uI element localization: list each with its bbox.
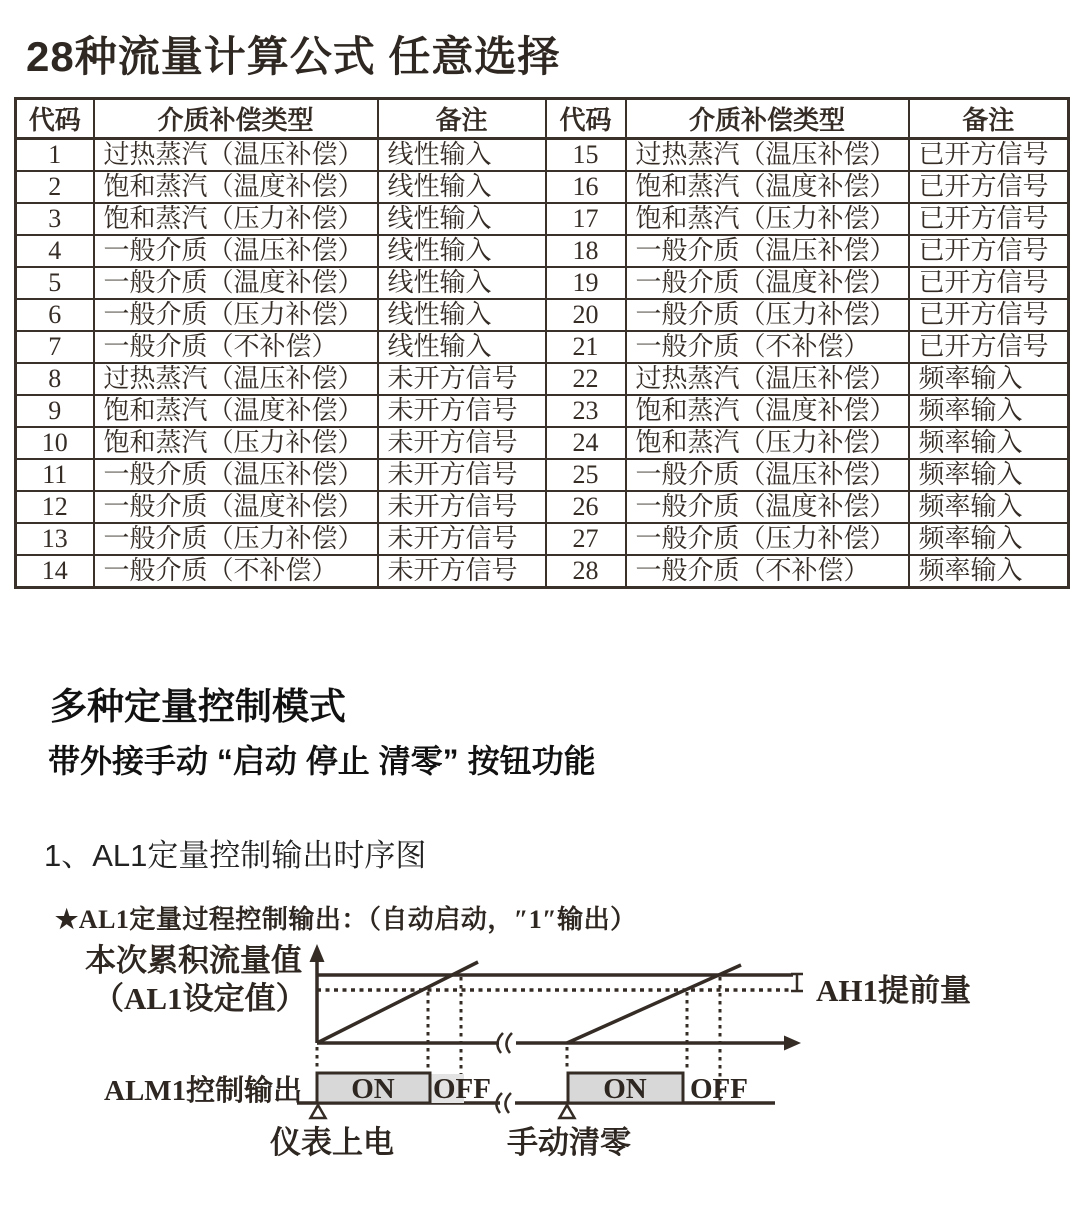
table-cell: 5	[16, 267, 94, 299]
table-cell: 8	[16, 363, 94, 395]
table-cell: 20	[546, 299, 626, 331]
table-cell: 2	[16, 171, 94, 203]
y-axis-label-line1: 本次累积流量值	[85, 943, 302, 978]
event1-label: 仪表上电	[270, 1125, 394, 1160]
table-cell: 7	[16, 331, 94, 363]
x-axis-arrow-icon	[784, 1036, 801, 1051]
table-cell: 27	[546, 523, 626, 555]
table-cell: 已开方信号	[909, 299, 1069, 331]
table-cell: 22	[546, 363, 626, 395]
y-axis-label-line2: （AL1设定值）	[93, 981, 307, 1016]
table-cell: 未开方信号	[378, 491, 546, 523]
table-cell: 过热蒸汽（温压补偿）	[626, 363, 909, 395]
table-cell: 26	[546, 491, 626, 523]
table-cell: 线性输入	[378, 235, 546, 267]
table-cell: 10	[16, 427, 94, 459]
table-cell: 一般介质（压力补偿）	[94, 523, 378, 555]
table-cell: 饱和蒸汽（温度补偿）	[626, 171, 909, 203]
on-label: ON	[603, 1073, 647, 1105]
table-cell: 16	[546, 171, 626, 203]
table-cell: 线性输入	[378, 299, 546, 331]
table-cell: 频率输入	[909, 491, 1069, 523]
table-cell: 24	[546, 427, 626, 459]
table-cell: 饱和蒸汽（压力补偿）	[94, 203, 378, 235]
table-cell: 线性输入	[378, 331, 546, 363]
table-cell: 频率输入	[909, 427, 1069, 459]
table-cell: 线性输入	[378, 139, 546, 172]
table-cell: 15	[546, 139, 626, 172]
table-cell: 已开方信号	[909, 331, 1069, 363]
table-cell: 21	[546, 331, 626, 363]
table-cell: 过热蒸汽（温压补偿）	[94, 139, 378, 172]
off-label: OFF	[690, 1073, 748, 1105]
table-cell: 未开方信号	[378, 427, 546, 459]
table-cell: 频率输入	[909, 555, 1069, 588]
table-header-cell: 备注	[378, 99, 546, 139]
table-cell: 已开方信号	[909, 139, 1069, 172]
table-header-cell: 代码	[546, 99, 626, 139]
table-cell: 一般介质（不补偿）	[626, 555, 909, 588]
table-cell: 饱和蒸汽（温度补偿）	[626, 395, 909, 427]
table-cell: 14	[16, 555, 94, 588]
table-cell: 未开方信号	[378, 363, 546, 395]
table-cell: 已开方信号	[909, 267, 1069, 299]
table-cell: 线性输入	[378, 203, 546, 235]
table-cell: 饱和蒸汽（压力补偿）	[94, 427, 378, 459]
table-cell: 11	[16, 459, 94, 491]
axis-break-icon	[505, 1093, 511, 1113]
table-cell: 一般介质（不补偿）	[94, 555, 378, 588]
table-cell: 一般介质（温压补偿）	[94, 235, 378, 267]
axis-break-icon	[506, 1033, 512, 1053]
table-cell: 一般介质（温度补偿）	[626, 491, 909, 523]
table-cell: 12	[16, 491, 94, 523]
diagram-star-title: ★AL1定量过程控制输出：（自动启动，″1″输出）	[55, 905, 637, 934]
table-cell: 已开方信号	[909, 203, 1069, 235]
table-cell: 过热蒸汽（温压补偿）	[626, 139, 909, 172]
axis-break-icon	[497, 1033, 503, 1053]
on-label: ON	[351, 1073, 395, 1105]
table-cell: 频率输入	[909, 363, 1069, 395]
table-cell: 3	[16, 203, 94, 235]
table-cell: 17	[546, 203, 626, 235]
table-cell: 25	[546, 459, 626, 491]
table-cell: 4	[16, 235, 94, 267]
table-cell: 频率输入	[909, 395, 1069, 427]
table-cell: 线性输入	[378, 171, 546, 203]
table-cell: 一般介质（温压补偿）	[94, 459, 378, 491]
table-cell: 饱和蒸汽（压力补偿）	[626, 427, 909, 459]
table-cell: 13	[16, 523, 94, 555]
table-cell: 一般介质（压力补偿）	[626, 299, 909, 331]
table-cell: 23	[546, 395, 626, 427]
table-cell: 未开方信号	[378, 459, 546, 491]
ah1-label: AH1提前量	[816, 973, 971, 1008]
table-cell: 未开方信号	[378, 555, 546, 588]
table-cell: 线性输入	[378, 267, 546, 299]
table-cell: 频率输入	[909, 459, 1069, 491]
table-cell: 一般介质（不补偿）	[94, 331, 378, 363]
table-cell: 一般介质（温度补偿）	[94, 491, 378, 523]
table-cell: 一般介质（温度补偿）	[626, 267, 909, 299]
table-cell: 过热蒸汽（温压补偿）	[94, 363, 378, 395]
table-cell: 一般介质（温压补偿）	[626, 459, 909, 491]
table-cell: 饱和蒸汽（温度补偿）	[94, 171, 378, 203]
table-header-cell: 代码	[16, 99, 94, 139]
event-triangle	[311, 1105, 326, 1118]
event-triangle	[560, 1105, 575, 1118]
table-cell: 一般介质（温度补偿）	[94, 267, 378, 299]
table-cell: 一般介质（温压补偿）	[626, 235, 909, 267]
table-cell: 19	[546, 267, 626, 299]
table-cell: 18	[546, 235, 626, 267]
table-header-cell: 介质补偿类型	[94, 99, 378, 139]
alm1-label: ALM1控制输出	[104, 1075, 303, 1107]
table-cell: 28	[546, 555, 626, 588]
section-heading: 多种定量控制模式	[50, 686, 346, 727]
event2-label: 手动清零	[507, 1125, 631, 1160]
table-cell: 已开方信号	[909, 171, 1069, 203]
table-cell: 一般介质（压力补偿）	[626, 523, 909, 555]
section-subheading: 带外接手动 “启动 停止 清零” 按钮功能	[48, 743, 596, 779]
table-cell: 6	[16, 299, 94, 331]
table-header-cell: 备注	[909, 99, 1069, 139]
table-cell: 已开方信号	[909, 235, 1069, 267]
table-cell: 一般介质（压力补偿）	[94, 299, 378, 331]
table-cell: 一般介质（不补偿）	[626, 331, 909, 363]
table-cell: 未开方信号	[378, 523, 546, 555]
y-axis-arrow-icon	[310, 944, 325, 962]
table-cell: 饱和蒸汽（温度补偿）	[94, 395, 378, 427]
table-cell: 9	[16, 395, 94, 427]
table-header-cell: 介质补偿类型	[626, 99, 909, 139]
page-title: 28种流量计算公式 任意选择	[26, 33, 561, 80]
table-cell: 频率输入	[909, 523, 1069, 555]
table-cell: 未开方信号	[378, 395, 546, 427]
table-cell: 饱和蒸汽（压力补偿）	[626, 203, 909, 235]
diagram-item-title: 1、AL1定量控制输出时序图	[44, 838, 427, 873]
table-cell: 1	[16, 139, 94, 172]
off-label: OFF	[433, 1073, 491, 1105]
